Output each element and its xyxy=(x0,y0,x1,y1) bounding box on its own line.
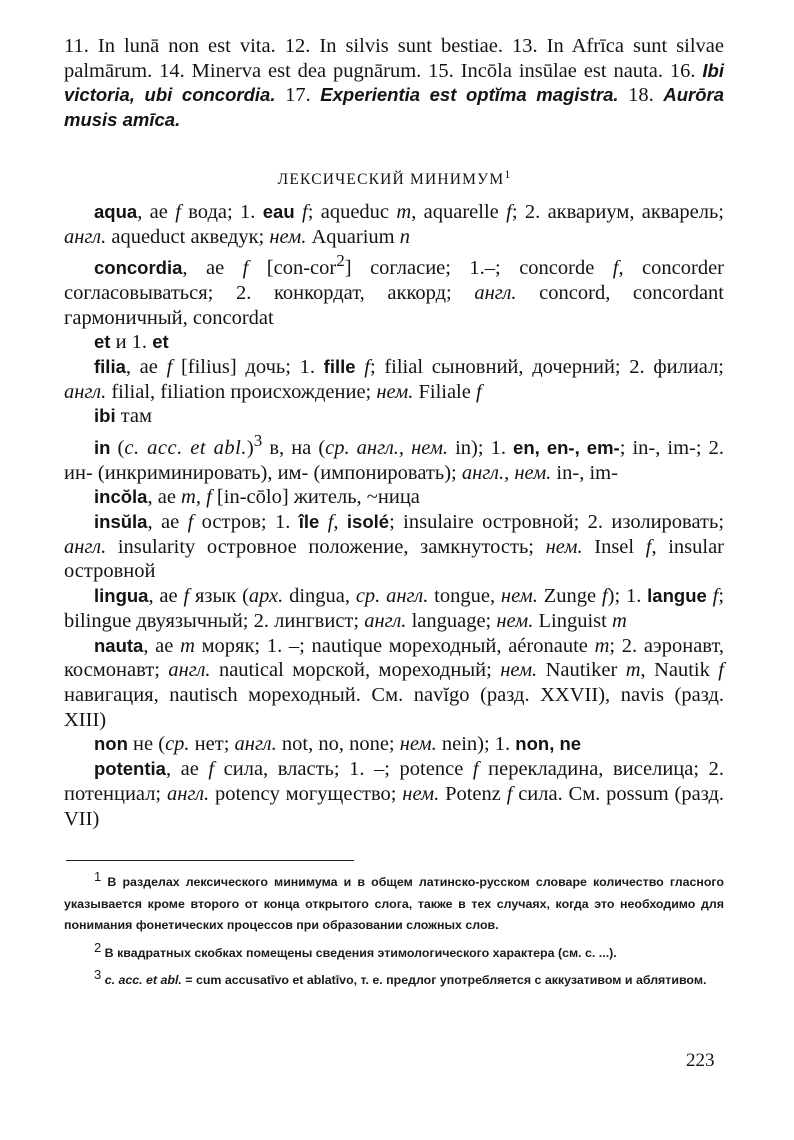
gender: f xyxy=(612,257,619,280)
text: ) xyxy=(246,436,254,459)
text: перекладина, виселица; 2. потенциал; xyxy=(64,758,724,805)
text: Linguist xyxy=(533,609,612,632)
entry-lingua xyxy=(64,584,724,633)
lang-label: англ., нем. xyxy=(461,461,552,484)
text: язык ( xyxy=(189,585,249,608)
headword: insŭla xyxy=(94,511,148,533)
page-body xyxy=(64,34,724,831)
footnote-ref: 3 xyxy=(253,431,263,451)
headword: et xyxy=(94,331,111,353)
derived-word: et xyxy=(152,331,169,353)
gender: m xyxy=(611,609,627,632)
text: language; xyxy=(406,609,497,632)
text: ); 1. xyxy=(607,585,648,608)
exercise-sentences xyxy=(64,34,724,133)
text: ; 2. аэронавт, космонавт; xyxy=(64,634,725,682)
derived-word: eau xyxy=(262,200,295,222)
entry-concordia xyxy=(64,249,724,330)
headword: nauta xyxy=(94,634,144,656)
gender: m xyxy=(396,200,412,223)
num-18: 18. xyxy=(618,84,664,107)
headword: incŏla xyxy=(94,486,148,508)
text: , ae xyxy=(143,634,181,657)
entry-incola xyxy=(64,485,724,510)
text: , ae xyxy=(147,511,188,534)
sentence-16: Ibi victoria, ubi concordia. xyxy=(64,59,724,106)
text: ; bilingue двуязычный; 2. лингвист; xyxy=(64,585,725,632)
headword: aqua xyxy=(94,200,138,222)
entry-in xyxy=(64,429,724,485)
footnote-number: 2 xyxy=(94,939,102,955)
text xyxy=(295,201,302,223)
gender: f xyxy=(187,511,194,534)
gender: f xyxy=(301,200,308,223)
text: , ae xyxy=(182,257,243,280)
entry-ibi xyxy=(64,404,724,429)
text: potency могущество; xyxy=(209,782,403,805)
entry-insula xyxy=(64,510,724,584)
text: ; insulaire островной; 2. изолировать; xyxy=(389,511,725,534)
lang-label: нем. xyxy=(496,609,534,632)
lang-label: англ. xyxy=(168,659,211,682)
text: , aquarelle xyxy=(411,200,507,223)
text: [in-cōlo] житель, ~ница xyxy=(211,486,420,509)
headword: potentia xyxy=(94,758,166,780)
derived-word: île xyxy=(298,511,320,533)
gender: f xyxy=(506,782,513,805)
text: моряк; 1. –; nautique мореходный, aéronaute xyxy=(194,634,595,657)
sentences-11-16: 11. In lunā non est vita. 12. In silvis sunt bestiae. 13. In Afrīca sunt silvae palmārum. 14. Minerva est dea pugnārum. 15. Incōla insūlae est nauta. 16. xyxy=(64,35,724,82)
gender: f xyxy=(327,511,334,534)
lang-label: нем. xyxy=(376,380,414,403)
text: nautical морской, мореходный; xyxy=(210,659,501,682)
entry-aqua xyxy=(64,200,724,249)
text: , ae xyxy=(165,758,209,781)
section-heading xyxy=(64,163,724,191)
text: tongue, xyxy=(428,585,501,608)
text: остров; 1. xyxy=(193,511,299,534)
lang-label: ср. англ., нем. xyxy=(325,436,449,459)
headword: ibi xyxy=(94,405,116,427)
headword: non xyxy=(94,733,128,755)
text: nein); 1. xyxy=(436,733,516,756)
text: Nautiker xyxy=(537,659,626,682)
lang-label: англ. xyxy=(474,281,517,304)
footnote-text: = cum accusatīvo et ablatīvo, т. е. предлог употребляется с аккузативом и аблятивом. xyxy=(181,973,707,988)
text: сила. См. possum (разд. VII) xyxy=(64,782,725,830)
heading-text: ЛЕКСИЧЕСКИЙ МИНИМУМ xyxy=(277,170,505,188)
derived-word: fille xyxy=(323,356,356,378)
text: [filius] дочь; 1. xyxy=(172,356,324,379)
lang-label: нем. xyxy=(545,535,583,558)
gender: f xyxy=(601,585,608,608)
lang-label: англ. xyxy=(166,782,210,805)
gender: f xyxy=(718,659,724,682)
text: Zunge xyxy=(537,585,602,608)
gender: n xyxy=(399,225,410,248)
footnote-text: В квадратных скобках помещены сведения этимологического характера (см. с. ...). xyxy=(101,945,617,960)
gender: f xyxy=(506,200,512,223)
gender: f xyxy=(208,758,215,781)
text: , ae xyxy=(147,486,182,509)
lang-label: англ. xyxy=(234,733,277,756)
derived-word: non, ne xyxy=(515,733,582,755)
text: ; 2. аквариум, акварель; xyxy=(511,200,724,223)
text: не ( xyxy=(127,733,166,756)
footnote-2 xyxy=(64,937,724,965)
sentence-17: Experientia est optĭma magistra. xyxy=(320,84,619,106)
text: , concorder согласовываться; 2. конкордат, аккорд; xyxy=(64,257,725,304)
page-number: 223 xyxy=(686,1050,715,1071)
text: ] согласие; 1.–; concorde xyxy=(344,257,613,280)
text: навигация, nautisch мореходный. См. navĭgo (разд. XXVII), navis (разд. XIII) xyxy=(64,683,724,731)
gender: f xyxy=(175,200,181,223)
text: ; aqueduc xyxy=(307,200,397,223)
text: concord, concordant гармоничный, concordat xyxy=(64,281,724,329)
text: in); 1. xyxy=(448,436,514,459)
text: там xyxy=(115,405,152,428)
footnote-number: 1 xyxy=(94,869,102,884)
gender: f xyxy=(475,380,482,403)
text xyxy=(319,511,327,533)
footnotes xyxy=(64,866,724,992)
text: нет; xyxy=(189,733,235,756)
text: Aquarium xyxy=(306,225,400,248)
lang-label: арх. xyxy=(248,585,284,608)
lang-label: ср. англ. xyxy=(355,585,429,608)
text: [con-cor xyxy=(248,257,337,280)
text: ( xyxy=(110,436,125,459)
heading-footnote-ref: 1 xyxy=(504,166,511,181)
footnote-abbr: c. acc. et abl. xyxy=(104,973,182,988)
gender: m xyxy=(594,634,610,657)
text: aqueduct акведук; xyxy=(106,225,270,248)
text: , insular островной xyxy=(64,535,724,583)
gender: f xyxy=(645,535,652,558)
case-abbr: c. acc. et abl. xyxy=(124,436,247,459)
gender: m, f xyxy=(181,486,212,509)
headword: filia xyxy=(94,356,126,378)
sentence-18: Aurōra musis amīca. xyxy=(64,84,724,131)
headword: concordia xyxy=(94,257,183,279)
entry-filia xyxy=(64,355,724,404)
text: , ae xyxy=(125,356,167,379)
num-17: 17. xyxy=(275,84,321,107)
lang-label: нем. xyxy=(399,733,437,756)
text: not, no, none; xyxy=(276,733,400,756)
lang-label: нем. xyxy=(269,225,307,248)
entry-nauta xyxy=(64,634,724,733)
text: , xyxy=(333,511,347,534)
text: , ae xyxy=(148,585,184,608)
footnote-3 xyxy=(64,964,724,992)
gender: f xyxy=(472,758,479,781)
footnote-1 xyxy=(64,866,724,937)
text: , ae xyxy=(137,200,176,223)
gender: m xyxy=(625,659,641,682)
lang-label: англ. xyxy=(64,535,107,558)
lang-label: англ. xyxy=(64,380,107,403)
text: ; in-, im-; 2. ин- (инкриминировать), им- (импонировать); xyxy=(64,436,724,484)
text: в, на ( xyxy=(262,436,326,459)
entry-potentia xyxy=(64,757,724,831)
headword: in xyxy=(94,436,111,458)
text: вода; 1. xyxy=(180,200,263,223)
derived-word: en, en-, em- xyxy=(513,436,620,458)
gender: f xyxy=(364,356,370,379)
footnote-rule xyxy=(66,860,354,861)
text: dingua, xyxy=(283,585,356,608)
text: filial, filiation происхождение; xyxy=(106,380,377,403)
text: Potenz xyxy=(439,782,507,805)
text: Insel xyxy=(582,535,646,558)
text: сила, власть; 1. –; potence xyxy=(214,758,473,781)
derived-word: isolé xyxy=(346,511,390,533)
text: и 1. xyxy=(110,331,153,354)
lang-label: англ. xyxy=(364,609,407,632)
gender: m xyxy=(180,634,195,657)
lang-label: нем. xyxy=(402,782,440,805)
entry-non xyxy=(64,732,724,757)
gender: f xyxy=(166,356,173,379)
entry-et xyxy=(64,330,724,355)
text: Filiale xyxy=(413,380,476,403)
text: insularity островное положение, замкнутость; xyxy=(106,535,546,558)
lang-label: нем. xyxy=(500,585,538,608)
gender: f xyxy=(183,585,190,608)
text: in-, im- xyxy=(551,461,618,484)
gender: f xyxy=(242,257,249,280)
derived-word: langue xyxy=(647,585,707,607)
footnote-number: 3 xyxy=(94,967,102,983)
footnote-ref: 2 xyxy=(336,251,345,271)
lang-label: ср. xyxy=(165,733,190,756)
gender: f xyxy=(712,585,719,608)
lang-label: нем. xyxy=(500,659,538,682)
text xyxy=(356,356,365,378)
footnote-text: В разделах лексического минимума и в общем латинско-русском словаре количество гласного указывается кроме второго от конца открытого слога, также в тех случаях, когда это необходимо для понимания фонетических процессов при образовании сложных слов. xyxy=(64,875,724,933)
text: , Nautik xyxy=(640,659,719,682)
text: ; filial сыновний, дочерний; 2. филиал; xyxy=(369,356,724,379)
lang-label: англ. xyxy=(64,225,107,248)
headword: lingua xyxy=(94,585,149,607)
